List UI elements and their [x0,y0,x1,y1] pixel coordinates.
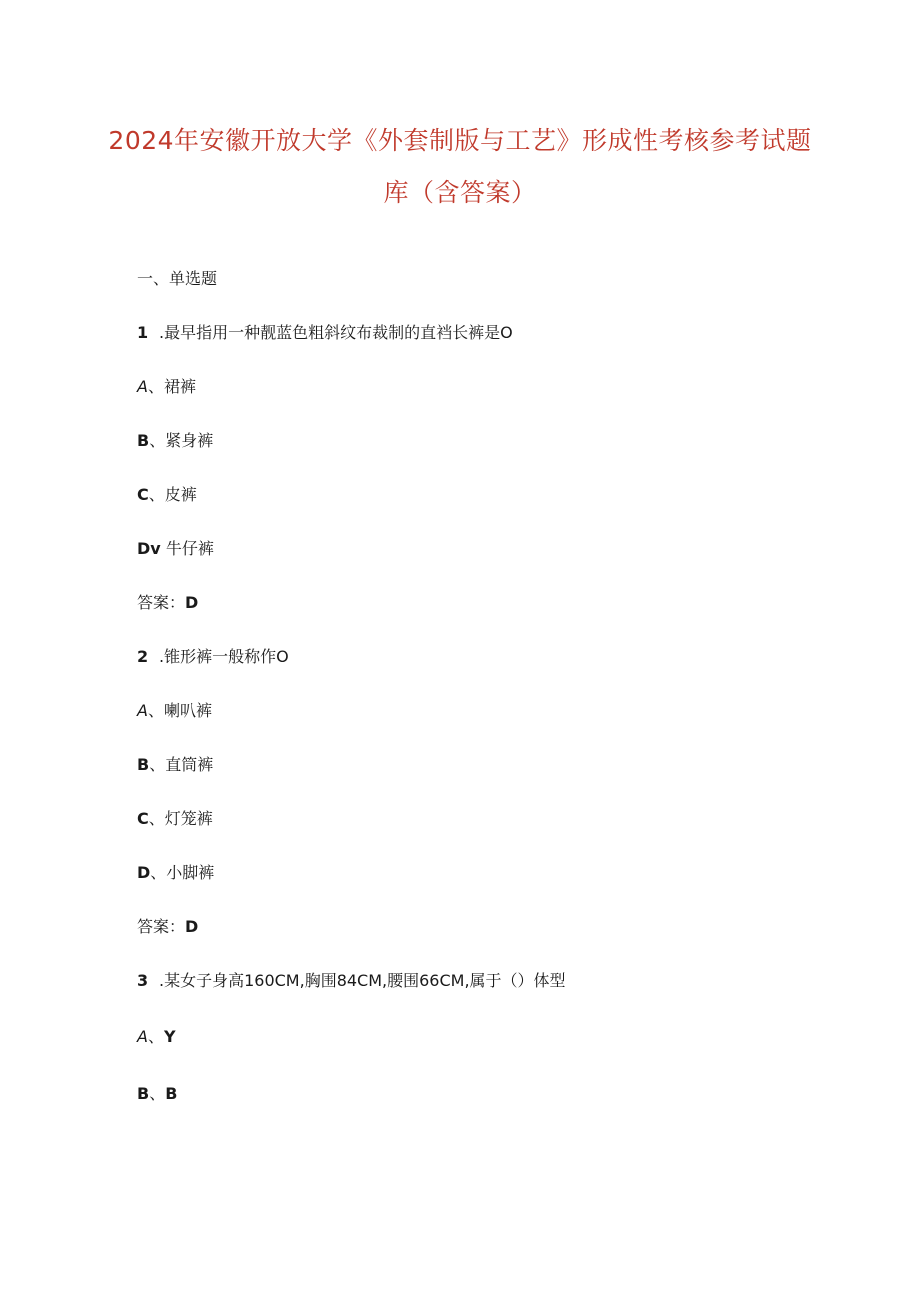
option-text: Y [163,1027,176,1046]
option-separator: 、 [149,1084,166,1103]
option-letter: A [137,701,148,720]
option-1a [137,377,196,397]
document-title-line-2: 库（含答案） [383,178,537,207]
option-separator: 、 [149,431,166,450]
answer-1 [137,593,198,613]
section-heading: 一、单选题 [137,269,218,288]
option-text: 紧身裤 [165,431,214,450]
question-number: 2 [137,647,149,666]
option-letter: Dv [137,539,161,558]
option-1c [137,485,197,505]
option-separator: 、 [148,809,165,828]
option-3a [137,1027,176,1047]
option-letter: C [137,809,149,828]
option-2b [137,755,213,775]
option-letter: A [137,377,148,396]
answer-label: 答案： [137,593,186,612]
option-text: 直筒裤 [165,755,214,774]
option-1d [137,539,214,559]
option-separator: 、 [147,1027,164,1046]
option-text: 喇叭裤 [163,701,212,720]
option-text: B [165,1084,178,1103]
answer-value: D [185,917,199,936]
option-separator: 、 [149,755,166,774]
option-text: 裙裤 [163,377,196,396]
option-text: 灯笼裤 [164,809,213,828]
question-stem: .最早指用一种靓蓝色粗斜纹布裁制的直裆长裤是O [159,323,513,342]
question-number: 3 [137,971,149,990]
option-separator: 、 [147,701,164,720]
answer-value: D [185,593,199,612]
option-letter: B [137,1084,150,1103]
option-letter: B [137,431,150,450]
answer-label: 答案： [137,917,186,936]
option-separator: 、 [147,377,164,396]
option-text: 牛仔裤 [165,539,214,558]
option-2a [137,701,212,721]
option-2c [137,809,213,829]
answer-2 [137,917,198,937]
option-text: 皮裤 [164,485,197,504]
question-stem: .锥形裤一般称作O [159,647,289,666]
question-3 [137,971,566,991]
question-2 [137,647,289,667]
option-separator: 、 [150,863,167,882]
option-1b [137,431,213,451]
question-1 [137,323,513,343]
option-letter: A [137,1027,148,1046]
option-letter: C [137,485,149,504]
option-text: 小脚裤 [166,863,215,882]
document-title-line-1: 2024年安徽开放大学《外套制版与工艺》形成性考核参考试题 [108,126,812,155]
option-separator: 、 [148,485,165,504]
option-letter: D [137,863,151,882]
question-number: 1 [137,323,149,342]
question-stem: .某女子身高160CM,胸围84CM,腰围66CM,属于（）体型 [159,971,566,990]
option-2d [137,863,214,883]
option-3b [137,1084,177,1104]
option-letter: B [137,755,150,774]
